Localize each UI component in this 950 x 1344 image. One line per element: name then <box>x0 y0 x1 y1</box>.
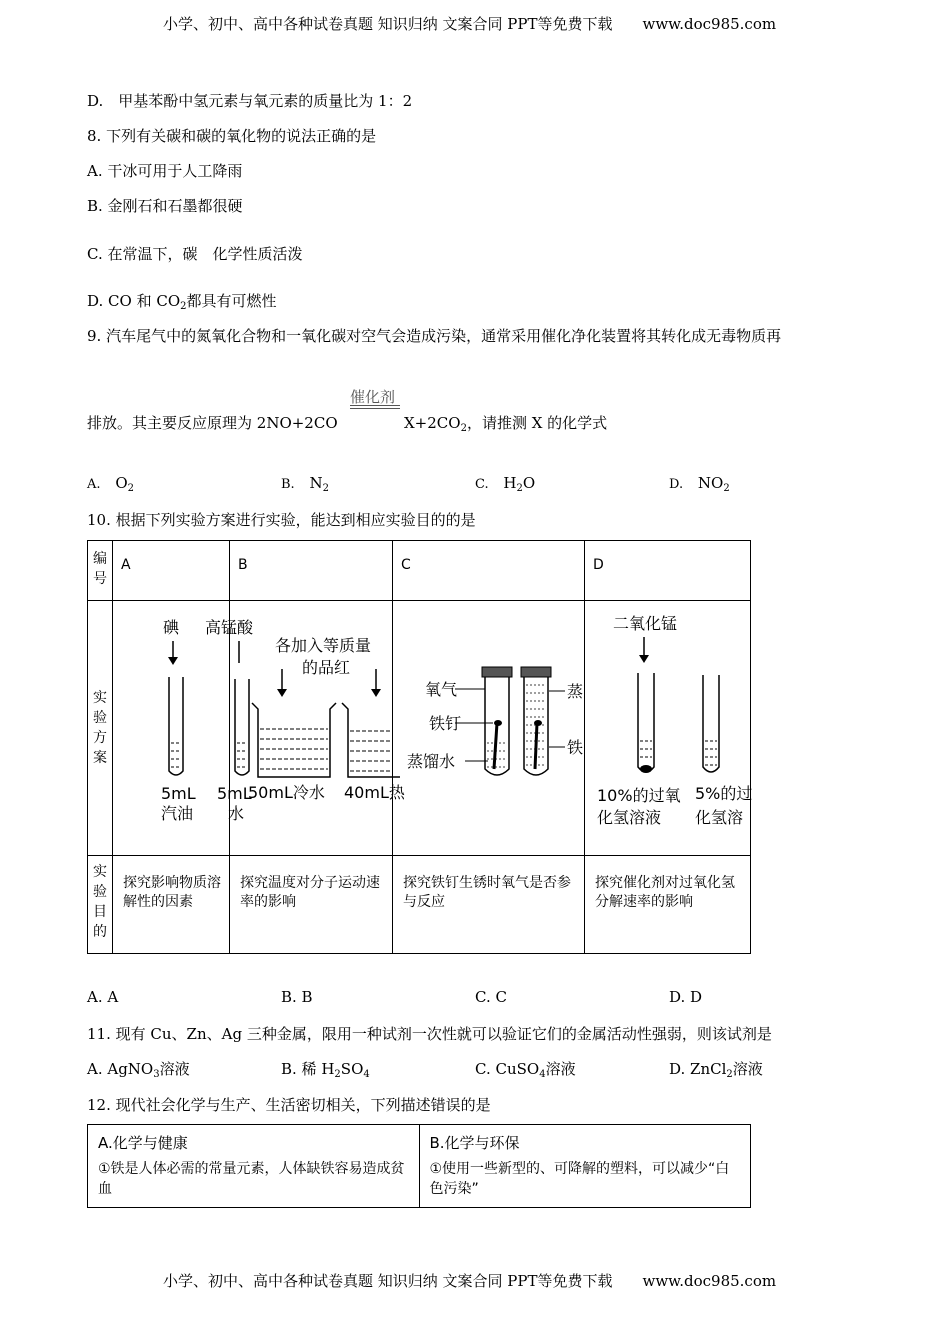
row-label-purpose: 实验目的 <box>88 856 113 954</box>
q9-option-c: C. $H_2O$ <box>475 474 536 494</box>
figure-b <box>230 601 405 856</box>
col-a-header: A <box>113 541 230 601</box>
q10-table <box>87 540 751 954</box>
fig-c-right-bottom-label: 铁 <box>567 738 584 757</box>
q9-stem: 9. 汽车尾气中的氮氧化合物和一氧化碳对空气会造成污染，通常采用催化净化装置将其转化成无毒物质再 <box>87 327 782 345</box>
fig-b-cold-water: 50mL冷水 <box>248 783 325 802</box>
q8-option-d: D. CO 和 $CO_2$都具有可燃性 <box>87 292 277 312</box>
fig-b-top-line1: 各加入等质量 <box>275 636 372 655</box>
figure-c <box>393 601 585 856</box>
q10-option-a: A. A <box>87 988 119 1006</box>
figure-d-drawing <box>585 601 753 851</box>
q11-option-c: C. CuSO$_4$溶液 <box>475 1060 576 1080</box>
fig-a-right-liquid: 水 <box>228 804 245 823</box>
q12-b-title: B.化学与环保 <box>429 1134 520 1152</box>
q12-stem: 12. 现代社会化学与生产、生活密切相关，下列描述错误的是 <box>87 1096 491 1114</box>
q9-option-b: B. $N_2$ <box>281 474 329 494</box>
fig-b-hot-water: 40mL热 <box>344 783 405 802</box>
fig-d-left-solution: 化氢溶液 <box>597 808 662 827</box>
q12-table <box>87 1124 751 1208</box>
q12-cell-b <box>419 1125 751 1208</box>
q9-catalyst: 催化剂 <box>350 388 396 406</box>
fig-c-water-label: 蒸馏水 <box>407 752 456 771</box>
figure-a-drawing <box>113 601 254 851</box>
fig-c-nail-label: 铁钉 <box>429 714 462 733</box>
q12-cell-a <box>88 1125 420 1208</box>
q11-option-b: B. 稀 $H_2SO_4$ <box>281 1060 370 1080</box>
q10-option-d: D. D <box>669 988 703 1006</box>
page-footer: 小学、初中、高中各种试卷真题 知识归纳 文案合同 PPT等免费下载 www.doc985.com <box>163 1272 777 1290</box>
purpose-c: 探究铁钉生锈时氧气是否参与反应 <box>393 856 585 954</box>
fig-a-kmno4-label: 高锰酸 <box>205 618 254 637</box>
fig-d-mno2-label: 二氧化锰 <box>613 614 678 633</box>
q9-option-d: D. $NO_2$ <box>669 474 730 494</box>
q9-equation-right: $X+2CO_2$，请推测 X 的化学式 <box>404 414 608 434</box>
q12-b-body: ①使用一些新型的、可降解的塑料，可以减少“白色污染” <box>429 1161 730 1197</box>
fig-d-left-conc: 10%的过氧 <box>597 786 681 805</box>
q11-stem: 11. 现有 Cu、Zn、Ag 三种金属，限用一种试剂一次性就可以验证它们的金属活动性强弱，则该试剂是 <box>87 1025 772 1043</box>
fig-b-top-line2: 的品红 <box>302 658 351 677</box>
q11-option-a: A. AgNO$_3$溶液 <box>87 1060 190 1080</box>
q12-a-title: A.化学与健康 <box>98 1134 188 1152</box>
figure-a <box>113 601 254 856</box>
q8-option-c: C. 在常温下，碳 化学性质活泼 <box>87 245 303 263</box>
q8-stem: 8. 下列有关碳和碳的氧化物的说法正确的是 <box>87 127 377 145</box>
fig-d-right-solution: 化氢溶 <box>695 808 744 827</box>
col-c-header: C <box>393 541 585 601</box>
row-label-number: 编号 <box>88 541 113 601</box>
q9-arrow-line-2 <box>350 408 400 409</box>
page-header: 小学、初中、高中各种试卷真题 知识归纳 文案合同 PPT等免费下载 www.doc985.com <box>163 15 777 33</box>
q9-equation-left: 排放。其主要反应原理为 2NO+2CO <box>87 414 338 432</box>
row-label-scheme: 实验方案 <box>88 601 113 856</box>
figure-c-drawing <box>393 601 584 851</box>
fig-a-left-liquid: 汽油 <box>161 804 194 823</box>
q12-a-body: ①铁是人体必需的常量元素，人体缺铁容易造成贫血 <box>98 1161 405 1197</box>
purpose-b: 探究温度对分子运动速率的影响 <box>230 856 393 954</box>
q10-option-b: B. B <box>281 988 313 1006</box>
purpose-a: 探究影响物质溶解性的因素 <box>113 856 230 954</box>
fig-a-right-volume: 5mL <box>217 784 252 803</box>
q10-stem: 10. 根据下列实验方案进行实验，能达到相应实验目的的是 <box>87 511 476 529</box>
fig-c-oxygen-label: 氧气 <box>425 680 458 699</box>
figure-b-drawing <box>230 601 405 851</box>
fig-a-iodine-label: 碘 <box>163 618 180 637</box>
q9-arrow-line-1 <box>350 405 400 406</box>
q8-option-b: B. 金刚石和石墨都很硬 <box>87 197 243 215</box>
fig-d-right-conc: 5%的过 <box>695 784 753 803</box>
col-b-header: B <box>230 541 393 601</box>
q8-option-a: A. 干冰可用于人工降雨 <box>87 162 243 180</box>
q10-option-c: C. C <box>475 988 507 1006</box>
q9-option-a: A. $O_2$ <box>87 474 134 494</box>
fig-c-right-top-label: 蒸 <box>567 682 584 701</box>
q7-option-d: D. 甲基苯酚中氢元素与氧元素的质量比为 1：2 <box>87 92 413 110</box>
fig-a-left-volume: 5mL <box>161 784 196 803</box>
purpose-d: 探究催化剂对过氧化氢分解速率的影响 <box>585 856 751 954</box>
col-d-header: D <box>585 541 751 601</box>
q11-option-d: D. ZnCl$_2$溶液 <box>669 1060 763 1080</box>
figure-d <box>585 601 751 856</box>
